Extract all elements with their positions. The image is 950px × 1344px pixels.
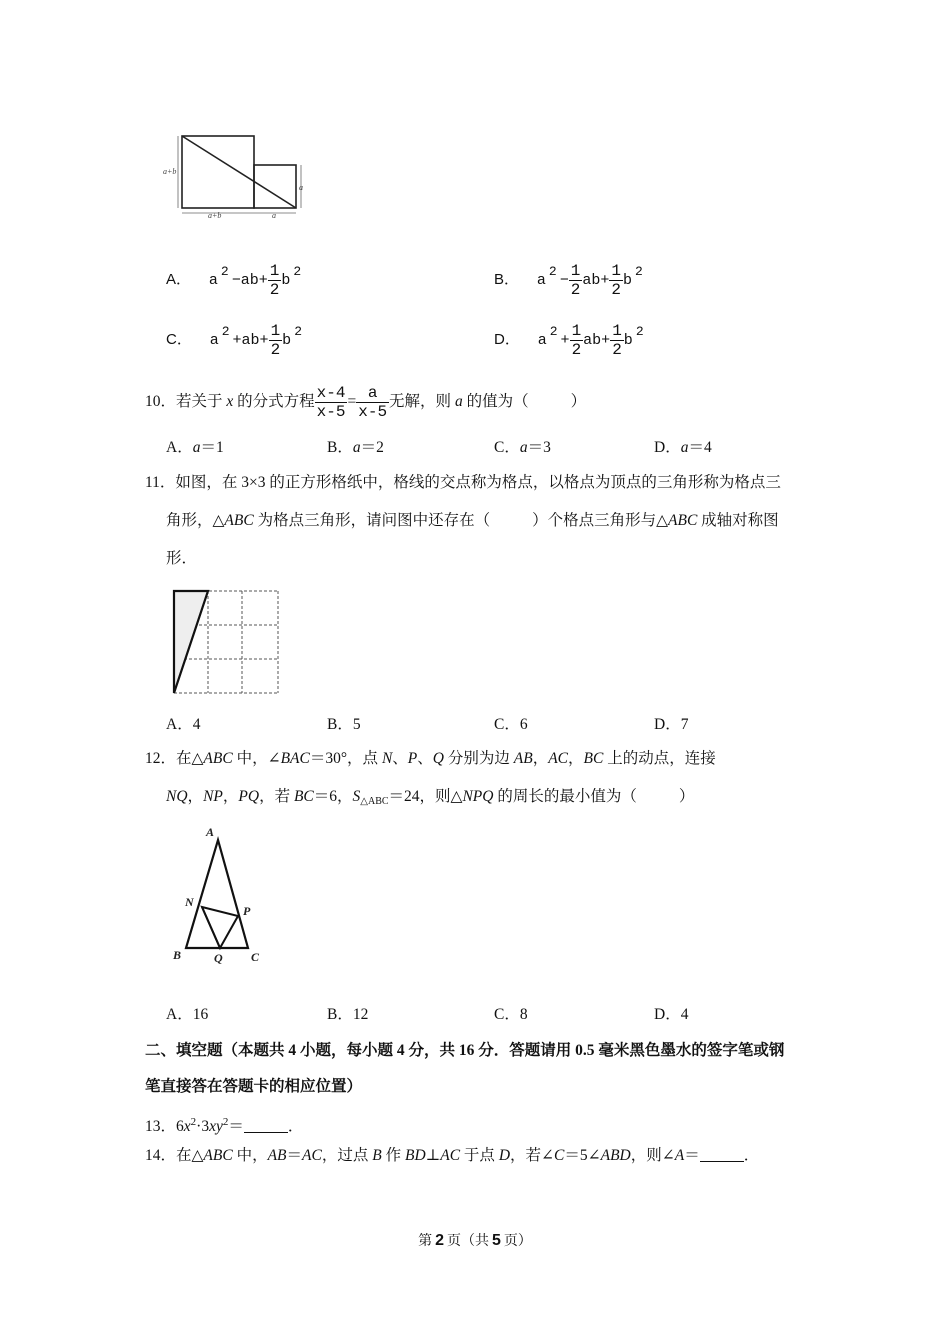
fig9-label-bottom-left: a+b: [208, 211, 222, 220]
q12-triangle-figure: [168, 822, 272, 968]
q9-figure: [160, 128, 310, 220]
q9-option-a[interactable]: A． a2−ab+ $\frac{1}{2}$ b2: [166, 261, 302, 299]
q12-option-c[interactable]: C．8: [494, 1006, 528, 1023]
q12-option-a[interactable]: A．16: [166, 1006, 209, 1023]
q11-triangle-abc: [174, 591, 208, 693]
q13-answer-blank[interactable]: [244, 1118, 288, 1133]
fig9-label-bottom-right: a: [272, 211, 276, 220]
q14: 14．在△ABC 中，AB＝AC，过点 B 作 BD⊥AC 于点 D，若∠C＝5∠ABD，则∠A＝ ．: [145, 1147, 760, 1164]
fig12-label-n: N: [185, 895, 194, 909]
q11-option-a[interactable]: A．4: [166, 716, 201, 733]
fig12-label-p: P: [243, 904, 251, 918]
q13: 13．$6x^2\cdot 3xy^2=$ ．: [145, 1116, 304, 1135]
q12-line1: 12．在△ABC 中，∠BAC＝30°，点 N、P、Q 分别为边 AB，AC，BC 上的动点，连接: [145, 750, 716, 767]
page-footer: 第 2 页（共 5 页）: [418, 1232, 532, 1249]
fig12-label-c: C: [251, 950, 260, 964]
q11-option-c[interactable]: C．6: [494, 716, 528, 733]
q11-line3: 形．: [166, 550, 198, 567]
q9-option-c[interactable]: C． a2+ab+ $\frac{1}{2}$ b2: [166, 321, 302, 359]
q10-option-c[interactable]: C．a＝3: [494, 439, 551, 456]
section2-heading-line2: 笔直接答在答题卡的相应位置）: [145, 1078, 363, 1095]
q12-option-d[interactable]: D．4: [654, 1006, 689, 1023]
q10-option-d[interactable]: D．a＝4: [654, 439, 712, 456]
fig12-label-a: A: [206, 825, 215, 839]
q11-line1: 11．如图，在 3×3 的正方形格纸中，格线的交点称为格点，以格点为顶点的三角形称为格点三: [145, 474, 781, 491]
fig12-label-q: Q: [214, 951, 223, 965]
fig12-label-b: B: [173, 948, 182, 962]
q12-line2: NQ，NP，PQ，若 BC＝6，$S_{\triangle ABC}=24$，则△NPQ 的周长的最小值为（ ）: [166, 788, 695, 807]
section2-heading-line1: 二、填空题（本题共 4 小题，每小题 4 分，共 16 分．答题请用 0.5 毫米黑色墨水的签字笔或钢: [145, 1042, 785, 1059]
q11-grid-figure: [170, 588, 282, 698]
fig9-label-left: a+b: [163, 167, 177, 176]
q10-stem: 10．若关于 x 的分式方程 $\frac{x-4}{x-5}$ = $\frac{a}{x-5}$ 无解，则 a 的值为（ ）: [145, 384, 587, 421]
q11-option-b[interactable]: B．5: [327, 716, 361, 733]
q10-option-a[interactable]: A．a＝1: [166, 439, 224, 456]
fig9-label-right: a: [299, 183, 303, 192]
q9-option-b[interactable]: B． a2− $\frac{1}{2}$ ab+ $\frac{1}{2}$ b2: [494, 261, 643, 299]
footer-total-pages: 5: [492, 1232, 501, 1249]
q11-option-d[interactable]: D．7: [654, 716, 689, 733]
q14-answer-blank[interactable]: [700, 1147, 744, 1162]
q9-option-d[interactable]: D． a2+ $\frac{1}{2}$ ab+ $\frac{1}{2}$ b2: [494, 321, 644, 359]
q11-line2: 角形，△ABC 为格点三角形，请问图中还存在（ ）个格点三角形与△ABC 成轴对称图: [166, 512, 779, 529]
q10-option-b[interactable]: B．a＝2: [327, 439, 384, 456]
footer-page-number: 2: [435, 1232, 444, 1249]
q12-option-b[interactable]: B．12: [327, 1006, 369, 1023]
